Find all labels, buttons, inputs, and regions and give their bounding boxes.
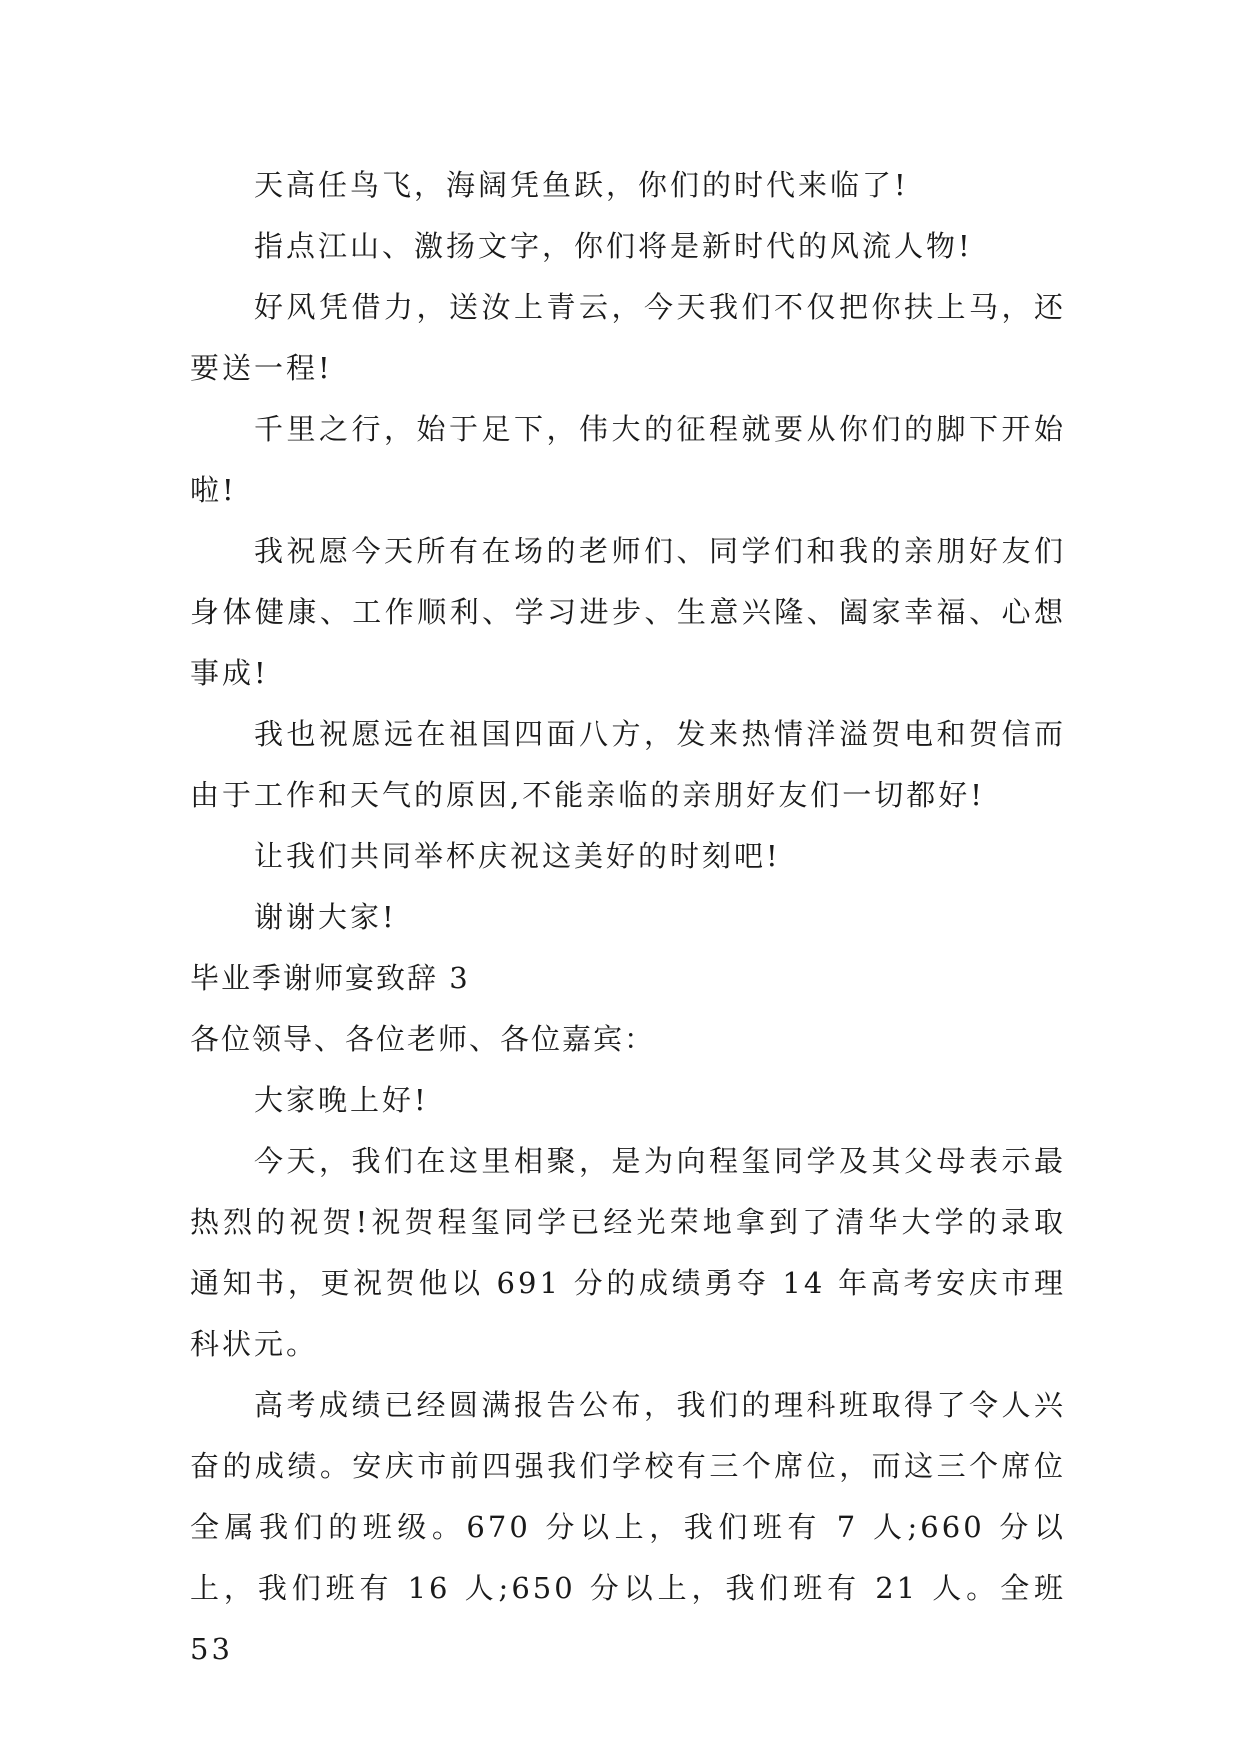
paragraph: 我也祝愿远在祖国四面八方，发来热情洋溢贺电和贺信而由于工作和天气的原因,不能亲临的亲朋好友们一切都好! (190, 717, 1066, 812)
paragraph: 好风凭借力，送汝上青云，今天我们不仅把你扶上马，还要送一程! (190, 290, 1066, 385)
paragraph: 谢谢大家! (254, 900, 397, 934)
paragraph: 大家晚上好! (254, 1083, 429, 1117)
paragraph: 我祝愿今天所有在场的老师们、同学们和我的亲朋好友们身体健康、工作顺利、学习进步、生意兴隆、阖家幸福、心想事成! (190, 534, 1066, 690)
paragraph: 高考成绩已经圆满报告公布，我们的理科班取得了令人兴奋的成绩。安庆市前四强我们学校有三个席位，而这三个席位全属我们的班级。670 分以上，我们班有 7 人;660 分以上，我们班有 16 人;650 分以上，我们班有 21 人。全班 53 (190, 1388, 1066, 1666)
section-title: 毕业季谢师宴致辞 3 (190, 961, 470, 995)
paragraph: 指点江山、激扬文字，你们将是新时代的风流人物! (254, 229, 973, 263)
paragraph: 千里之行，始于足下，伟大的征程就要从你们的脚下开始啦! (190, 412, 1066, 507)
paragraph: 天高任鸟飞，海阔凭鱼跃，你们的时代来临了! (254, 168, 909, 202)
paragraph: 今天，我们在这里相聚，是为向程玺同学及其父母表示最热烈的祝贺!祝贺程玺同学已经光荣地拿到了清华大学的录取通知书，更祝贺他以 691 分的成绩勇夺 14 年高考安庆市理科状元。 (190, 1144, 1066, 1361)
salutation: 各位领导、各位老师、各位嘉宾： (190, 1022, 656, 1056)
document-body (190, 155, 1066, 1680)
paragraph: 让我们共同举杯庆祝这美好的时刻吧! (254, 839, 781, 873)
